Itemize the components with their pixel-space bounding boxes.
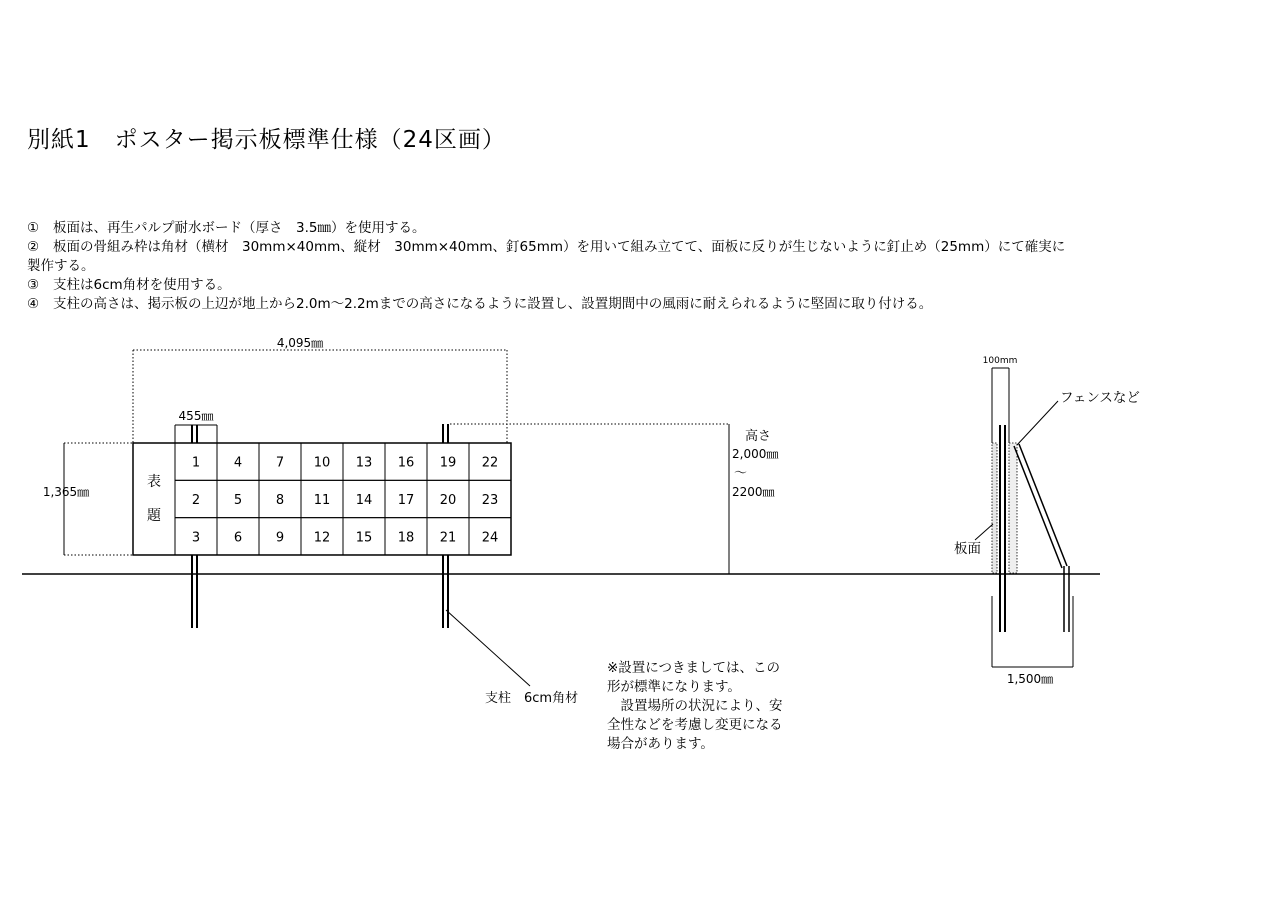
post-leader-line (446, 610, 530, 686)
section-number: 5 (233, 492, 243, 508)
section-number: 11 (313, 492, 331, 508)
section-number: 7 (275, 455, 285, 471)
fence-leader-line (1017, 401, 1058, 445)
spec-text: 製作する。 (27, 258, 95, 274)
section-number: 6 (233, 530, 243, 546)
cell-width-label: 455㎜ (178, 409, 214, 423)
top-width-label: 100mm (982, 356, 1018, 366)
fence-panel (1009, 443, 1017, 573)
width-label: 4,095㎜ (276, 336, 324, 350)
section-number: 23 (481, 492, 499, 508)
section-number: 16 (397, 455, 415, 471)
height-tilde: 〜 (734, 466, 748, 481)
board-label: 板面 (954, 541, 981, 557)
section-number: 19 (439, 455, 457, 471)
fence-label: フェンスなど (1060, 390, 1140, 406)
page-title: 別紙1 ポスター掲示板標準仕様（24区画） (27, 127, 506, 153)
height-label: 高さ (744, 429, 772, 444)
brace (1014, 444, 1067, 568)
title-cell-char: 題 (147, 508, 161, 524)
spec-text: 支柱は6cm角材を使用する。 (53, 277, 231, 293)
spec-number: ③ (27, 277, 40, 293)
height-min-label: 2,000㎜ (732, 447, 779, 461)
side-post (1000, 425, 1005, 632)
spec-number: ① (27, 220, 40, 236)
section-number: 1 (191, 455, 201, 471)
title-cell-char: 表 (147, 474, 161, 490)
spec-text: 板面は、再生パルプ耐水ボード（厚さ 3.5㎜）を使用する。 (53, 220, 426, 236)
note-line: 場合があります。 (607, 736, 714, 752)
board-leader-line (975, 524, 993, 540)
spec-text: 支柱の高さは、掲示板の上辺が地上から2.0m〜2.2mまでの高さになるように設置し、設置期間中の風雨に耐えられるように堅固に取り付ける。 (53, 296, 933, 312)
section-number: 12 (313, 530, 331, 546)
section-number: 24 (481, 530, 499, 546)
spec-number: ② (27, 239, 40, 255)
section-number: 4 (233, 455, 243, 471)
section-number: 18 (397, 530, 415, 546)
board-face (992, 443, 997, 573)
section-number: 10 (313, 455, 331, 471)
note-line: 形が標準になります。 (607, 679, 741, 695)
section-number: 9 (275, 530, 285, 546)
note-line: 全性などを考慮し変更になる (607, 717, 783, 733)
section-number: 8 (275, 492, 285, 508)
section-number: 3 (191, 530, 201, 546)
post-label: 支柱 6cm角材 (485, 691, 579, 706)
section-number: 21 (439, 530, 457, 546)
section-number: 17 (397, 492, 415, 508)
note-line: ※設置につきましては、この (607, 660, 781, 676)
install-note (607, 660, 783, 752)
section-number: 14 (355, 492, 373, 508)
side-view (954, 356, 1140, 686)
section-number: 15 (355, 530, 373, 546)
section-number: 2 (191, 492, 201, 508)
width-dimension (133, 350, 507, 443)
spec-text: 板面の骨組み枠は角材（横材 30mm×40mm、縦材 30mm×40mm、釘65mm）を用いて組み立てて、面板に反りが生じないように釘止め（25mm）にて確実に (53, 239, 1066, 255)
section-number: 13 (355, 455, 373, 471)
base-width-label: 1,500㎜ (1006, 672, 1054, 686)
poster-board (133, 443, 511, 555)
note-line: 設置場所の状況により、安 (607, 698, 783, 714)
spec-number: ④ (27, 296, 40, 312)
height-max-label: 2200㎜ (732, 485, 775, 499)
brace-stake (1064, 566, 1069, 632)
board-height-label: 1,365㎜ (42, 485, 90, 499)
section-number: 20 (439, 492, 457, 508)
board-height-dimension (64, 443, 133, 555)
section-number: 22 (481, 455, 499, 471)
